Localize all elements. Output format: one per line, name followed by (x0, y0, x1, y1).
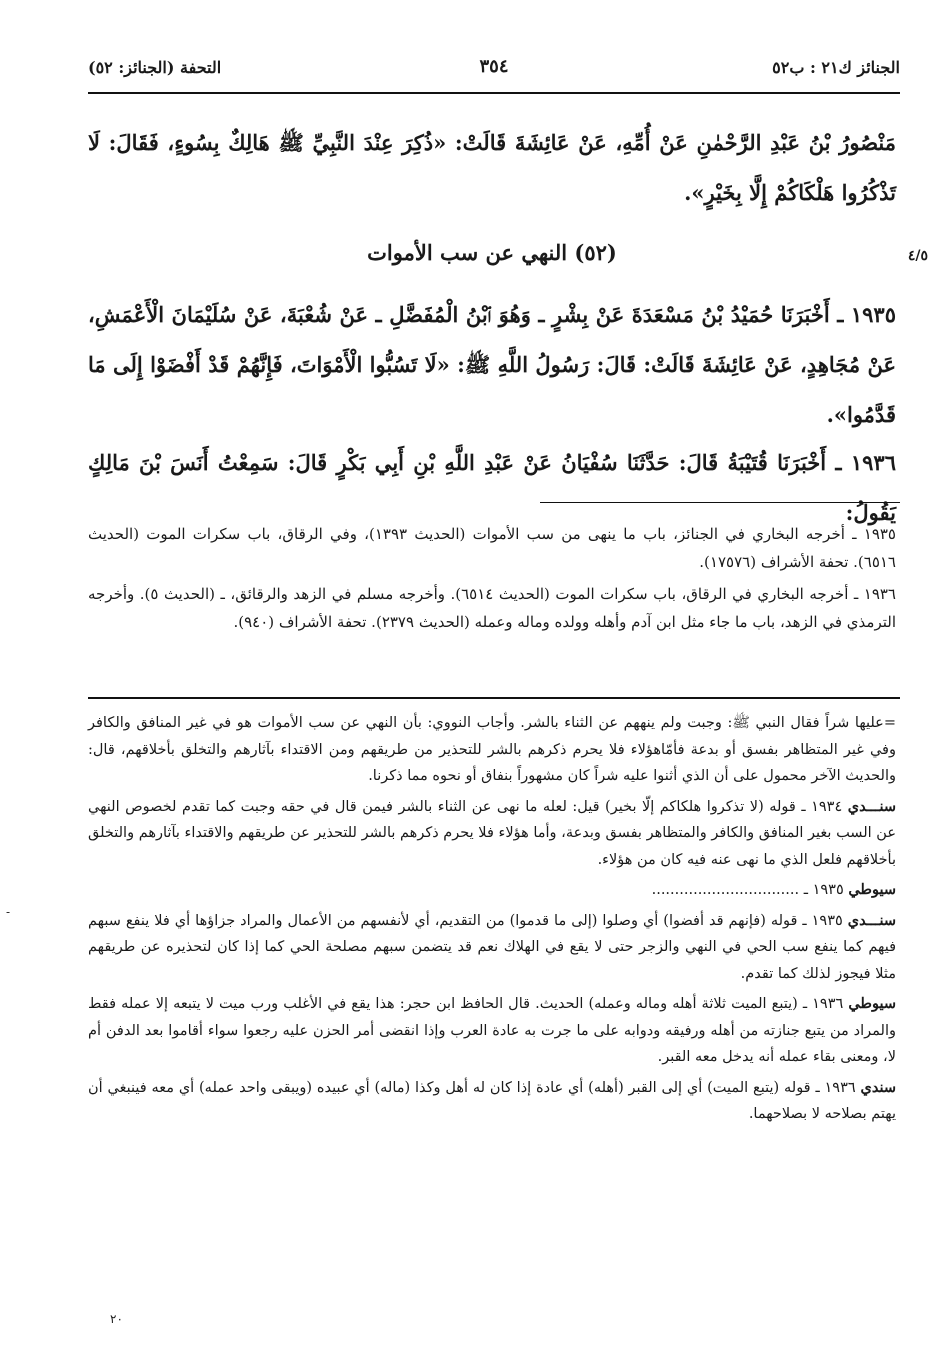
header-reference-left: التحفة (الجنائز: ٥٢) (88, 58, 222, 77)
margin-reference: ٤/٥ (907, 248, 928, 264)
commentary-text: ١٩٣٥ ـ قوله (فإنهم قد أفضوا) أي وصلوا (إلى ما قدموا) من التقديم، أي لأنفسهم من الأعمال والمراد جزاؤها أي فلا ينفع سبهم فيهم كما ينفع سب الحي في النهي والزجر حتى لا يقع في الهلاك نعم قد يتضمن سبهم مصلحة الحي كما إذا كان لتحذيره عن طريقهم مثلا فيجوز لذلك كما تقدم. (88, 912, 896, 982)
commentary-entry (88, 794, 896, 874)
hadith-continuation: مَنْصُورُ بْنُ عَبْدِ الرَّحْمٰنِ عَنْ أُمِّهِ، عَنْ عَائِشَةَ قَالَتْ: «ذُكِرَ عِنْدَ النَّبِيِّ ﷺ هَالِكٌ بِسُوءٍ، فَقَالَ: لَا تَذْكُرُوا هَلْكَاكُمْ إِلَّا بِخَيْرٍ». (88, 130, 896, 205)
commentary (88, 710, 896, 1132)
commentary-label: سيوطي (848, 881, 896, 898)
header-reference-right: الجنائز ك٢١ : ب٥٢ (772, 58, 900, 77)
page-number: ٣٥٤ (479, 56, 509, 77)
hadith-1935: ١٩٣٥ ـ أَخْبَرَنَا حُمَيْدُ بْنُ مَسْعَدَةَ عَنْ بِشْرٍ ـ وَهُوَ ٱبْنُ الْمُفَضَّلِ ـ عَنْ شُعْبَةَ، عَنْ سُلَيْمَانَ الْأَعْمَشِ، عَنْ مُجَاهِدٍ، عَنْ عَائِشَةَ قَالَتْ: قَالَ: رَسُولُ اللَّهِ ﷺ: «لَا تَسُبُّوا الْأَمْوَاتَ، فَإِنَّهُمْ قَدْ أَفْضَوْا إِلَى مَا قَدَّمُوا». (88, 302, 896, 427)
header-rule (88, 92, 900, 94)
side-mark: - (6, 905, 11, 919)
commentary-label: سنـــدي (847, 797, 897, 815)
hadith-1936: ١٩٣٦ ـ أَخْبَرَنَا قُتَيْبَةُ قَالَ: حَدَّثَنَا سُفْيَانُ عَنْ عَبْدِ اللَّهِ بْنِ أَبِي بَكْرٍ قَالَ: سَمِعْتُ أَنَسَ بْنَ مَالِكٍ يَقُولُ: (88, 450, 896, 525)
running-header (88, 58, 900, 88)
footnote-1935: ١٩٣٥ ـ أخرجه البخاري في الجنائز، باب ما ينهى من سب الأموات (الحديث ١٣٩٣)، وفي الرقاق، باب سكرات الموت (الحديث ٦٥١٦). تحفة الأشراف (١٧٥٧٦). (88, 525, 896, 571)
commentary-text: ١٩٣٤ ـ قوله (لا تذكروا هلكاكم إلّا بخير) قيل: لعله ما نهى عن الثناء بالشر فيمن قال في حقه وجبت كما تقدم لخصوص النهي عن السب بغير المنافق والكافر والمتظاهر بفسق وبدعة، وأما هؤلاء فلا يحرم ذكرهم بالشر للتحذير عن طريقهم والاقتداء بآثارهم والتخلق بأخلاقهم فلعل الذي ما نهى عنه فيه كان من هؤلاء. (88, 798, 896, 868)
commentary-label: سنـــدي (847, 911, 896, 929)
footnotes (88, 520, 896, 640)
commentary-entry (88, 1075, 896, 1128)
commentary-text: ١٩٣٦ ـ قوله (يتبع الميت) أي إلى القبر (أهله) أي عادة إذا كان له أهل وكذا (ماله) أي عبيده (ويبقى واحد عمله) أي معه فينبغي أن يهتم بصلاحه لا بصلاحهما. (88, 1079, 896, 1122)
commentary-text: =عليها شراً فقال النبي ﷺ: وجبت ولم ينههم عن الثناء بالشر. وأجاب النووي: بأن النهي عن سب الأموات هو في غير المنافق والكافر وفي غير المتظاهر بفسق أو بدعة فأمّاهؤلاء فلا يحرم ذكرهم بالشر للتحذير من طريقهم ومن الاقتداء بآثارهم والتخلق بأخلاقهم، قال: والحديث الآخر محمول على أن الذي أثنوا عليه شراً كان مشهوراً بنفاق أو نحوه مما ذكرنا. (88, 715, 896, 784)
bottom-mark: ٢٠ (110, 1312, 123, 1326)
commentary-entry (88, 710, 896, 790)
commentary-entry (88, 877, 896, 904)
chapter-title: (٥٢) النهي عن سب الأموات (367, 240, 617, 265)
commentary-label: سندي (860, 1078, 896, 1096)
commentary-entry (88, 908, 896, 988)
commentary-entry (88, 991, 896, 1071)
commentary-rule (88, 697, 900, 699)
footnote-separator (540, 502, 900, 503)
commentary-label: سيوطي (848, 995, 896, 1012)
commentary-text: ١٩٣٦ ـ (يتبع الميت ثلاثة أهله وماله وعمله) الحديث. قال الحافظ ابن حجر: هذا يقع في الأغلب ورب ميت لا يتبعه إلا عمله فقط والمراد من يتبع جنازته من أهله ورفيقه ودوابه على ما جرت به عادة العرب وإذا انقضى أمر الحزن عليه رجعوا سواء أقاموا بعد الدفن أم لا، ومعنى بقاء عمله أنه يدخل معه القبر. (88, 996, 896, 1065)
footnote-1936: ١٩٣٦ ـ أخرجه البخاري في الرقاق، باب سكرات الموت (الحديث ٦٥١٤). وأخرجه مسلم في الزهد والرقائق، ـ (الحديث ٥). وأخرجه الترمذي في الزهد، باب ما جاء مثل ابن آدم وأهله وولده وماله وعمله (الحديث ٢٣٧٩). تحفة الأشراف (٩٤٠). (88, 585, 896, 631)
commentary-text: ١٩٣٥ ـ ................................ (651, 882, 844, 898)
